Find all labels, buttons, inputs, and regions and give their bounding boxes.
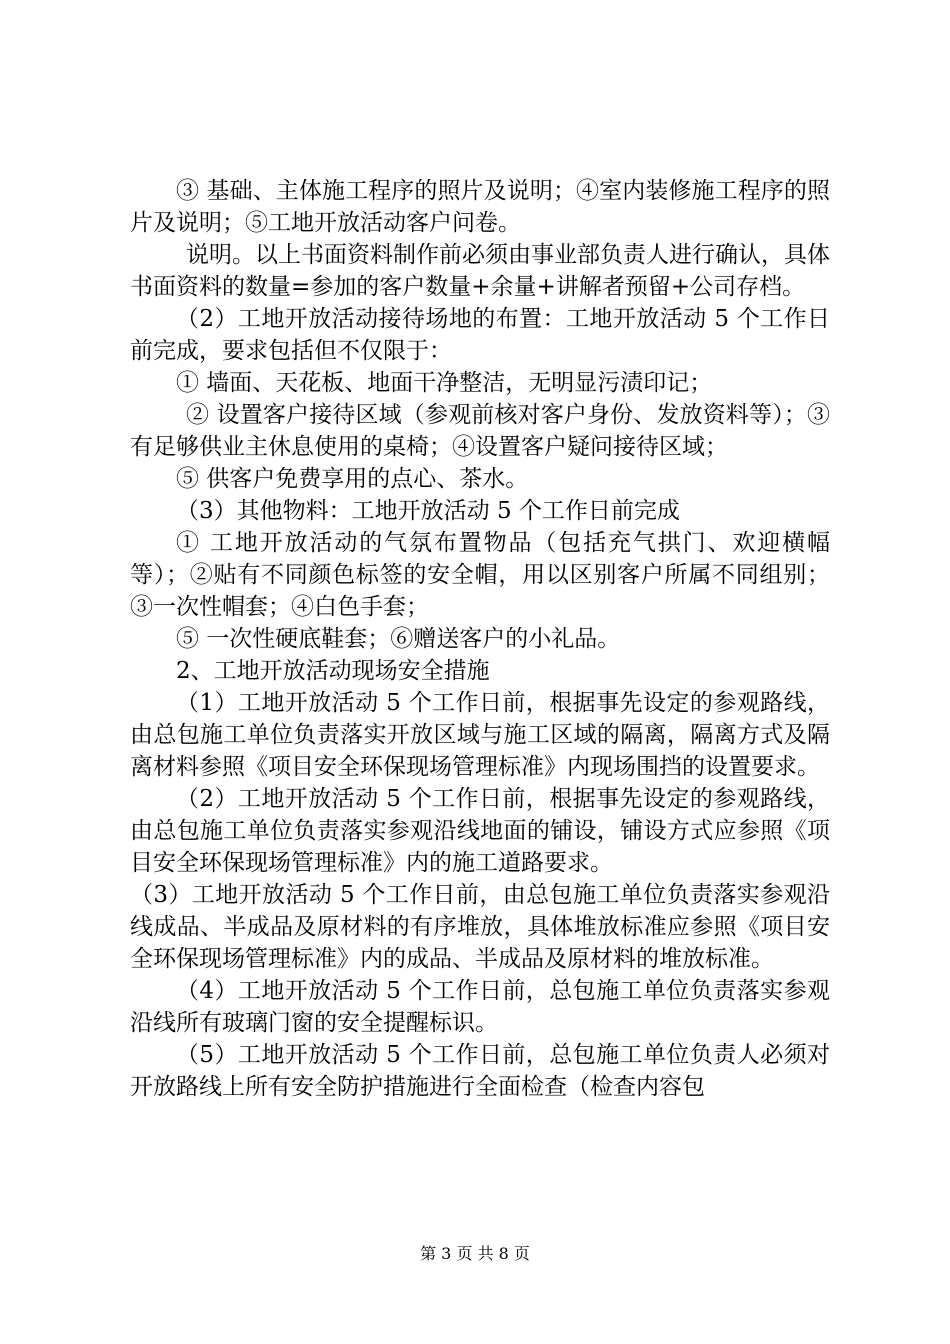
paragraph: （4）工地开放活动 5 个工作日前，总包施工单位负责落实参观沿线所有玻璃门窗的安全提醒标识。 bbox=[130, 978, 830, 1036]
paragraph: ① 墙面、天花板、地面干净整洁，无明显污渍印记； bbox=[176, 370, 713, 396]
paragraph: 说明。以上书面资料制作前必须由事业部负责人进行确认，具体书面资料的数量=参加的客户数量+余量+讲解者预留+公司存档。 bbox=[130, 242, 830, 300]
page-footer: 第 3 页 共 8 页 bbox=[420, 1244, 530, 1263]
section-heading: 2、工地开放活动现场安全措施 bbox=[176, 658, 490, 684]
paragraph: ② 设置客户接待区域（参观前核对客户身份、发放资料等）；③有足够供业主休息使用的桌椅；④设置客户疑问接待区域； bbox=[130, 402, 830, 460]
document-body bbox=[130, 175, 830, 1103]
paragraph: （2）工地开放活动接待场地的布置：工地开放活动 5 个工作日前完成，要求包括但不仅限于： bbox=[130, 306, 830, 364]
paragraph: （5）工地开放活动 5 个工作日前，总包施工单位负责人必须对开放路线上所有安全防护措施进行全面检查（检查内容包 bbox=[130, 1042, 830, 1100]
paragraph: （3）工地开放活动 5 个工作日前，由总包施工单位负责落实参观沿线成品、半成品及原材料的有序堆放，具体堆放标准应参照《项目安全环保现场管理标准》内的成品、半成品及原材料的堆放标准。 bbox=[130, 882, 830, 972]
paragraph: ① 工地开放活动的气氛布置物品（包括充气拱门、欢迎横幅等）；②贴有不同颜色标签的安全帽，用以区别客户所属不同组别；③一次性帽套；④白色手套； bbox=[130, 530, 830, 620]
paragraph: ⑤ 一次性硬底鞋套；⑥赠送客户的小礼品。 bbox=[176, 626, 621, 652]
paragraph: ③ 基础、主体施工程序的照片及说明；④室内装修施工程序的照片及说明；⑤工地开放活动客户问卷。 bbox=[130, 178, 830, 236]
paragraph: （3）其他物料：工地开放活动 5 个工作日前完成 bbox=[176, 498, 680, 524]
paragraph: ⑤ 供客户免费享用的点心、茶水。 bbox=[176, 466, 529, 492]
paragraph: （2）工地开放活动 5 个工作日前，根据事先设定的参观路线，由总包施工单位负责落实参观沿线地面的铺设，铺设方式应参照《项目安全环保现场管理标准》内的施工道路要求。 bbox=[130, 786, 830, 876]
paragraph: （1）工地开放活动 5 个工作日前，根据事先设定的参观路线，由总包施工单位负责落实开放区域与施工区域的隔离，隔离方式及隔离材料参照《项目安全环保现场管理标准》内现场围挡的设置要求。 bbox=[130, 690, 830, 780]
